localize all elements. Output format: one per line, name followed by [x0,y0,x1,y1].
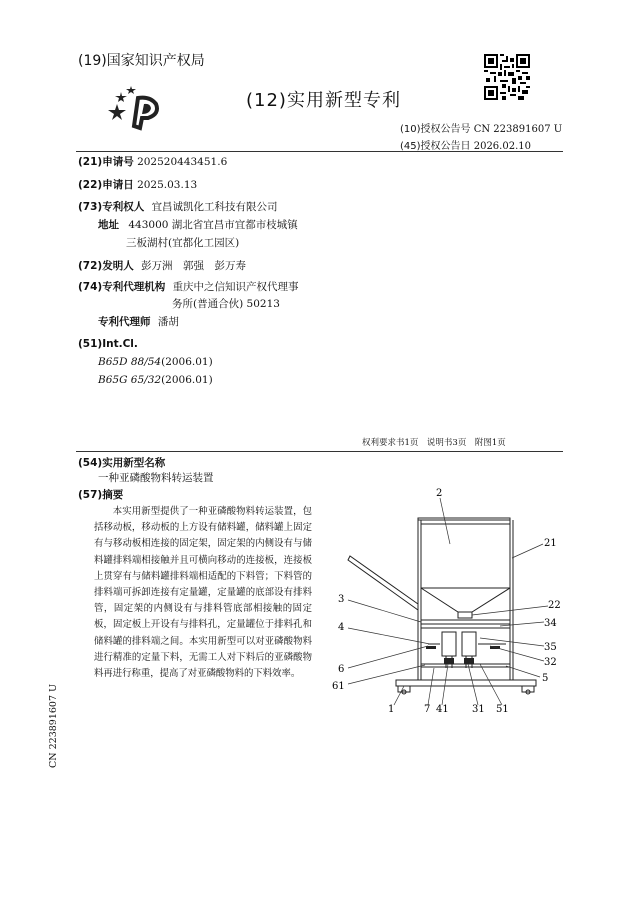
application-number-label: (21)申请号 [78,156,134,168]
document-type-title: (12)实用新型专利 [246,90,401,111]
label-41: 41 [436,704,449,715]
int-cl-row-1 [98,354,213,370]
agent: 潘胡 [157,316,179,328]
application-number-field [78,154,227,170]
title-label-row [78,455,165,471]
title-label: (54)实用新型名称 [78,457,166,469]
abstract-text: 本实用新型提供了一种亚磷酸物料转运装置，包括移动板，移动板的上方设有储料罐，储料罐上固定有与移动板相连接的固定架，固定架的内侧设有与储料罐排料端相接触并且可横向移动的连接板，连接板上贯穿有与储料罐排料端相适配的下料管；下料管的排料端可拆卸连接有定量罐，定量罐的底部设有排料管，固定架的内侧设有与排料管底部相接触的固定板，固定板上开设有与排料孔，定量罐位于排料孔和储料罐的排料端之间。本实用新型可以对亚磷酸物料进行精准的定量下料，无需工人对下料后的亚磷酸物料再进行称重，提高了对亚磷酸物料的下料效率。 [94,506,312,680]
abstract-divider [76,451,563,452]
agent-label: 专利代理师 [98,316,151,328]
patentee: 宜昌诚凯化工科技有限公司 [151,201,278,213]
int-cl-field [78,336,138,352]
publication-number-row [400,120,562,135]
label-51: 51 [496,704,509,715]
label-7: 7 [424,704,431,715]
label-5: 5 [542,673,549,684]
label-34: 34 [544,618,557,629]
label-32: 32 [544,657,557,668]
address-label: 地址 [98,219,119,231]
label-1: 1 [388,704,395,715]
abstract-label-row [78,487,123,503]
agency-field [78,279,299,295]
agency-label: (74)专利代理机构 [78,281,166,293]
label-4: 4 [338,622,345,633]
abstract-label: (57)摘要 [78,489,124,501]
qr-code [484,54,530,100]
patentee-field [78,199,278,215]
int-cl-code-2: B65G 65/32 [98,374,162,386]
patent-office-logo [104,86,162,132]
address-line-2-row [126,235,239,251]
issuing-office: (19)国家知识产权局 [78,53,205,69]
title-row [98,470,214,486]
inventors-field [78,258,246,274]
page-count-info: 权利要求书1页 说明书3页 附图1页 [362,438,506,448]
int-cl-version-1: (2006.01) [161,356,213,368]
side-publication-code: CN 223891607 U [48,683,59,768]
label-21: 21 [544,538,557,549]
inventors-label: (72)发明人 [78,260,134,272]
label-3: 3 [338,594,345,605]
label-31: 31 [472,704,485,715]
address-line-2: 三板湖村(宜都化工园区) [126,237,240,249]
application-number: 202520443451.6 [137,156,228,168]
representative-drawing [330,484,570,716]
int-cl-row-2 [98,372,213,388]
application-date-field [78,177,197,193]
label-61: 61 [332,681,345,692]
publication-number: CN 223891607 U [473,124,563,135]
publication-date-label: (45)授权公告日 [400,141,471,152]
inventors: 彭万洲 郭强 彭万寿 [141,260,247,272]
agent-field [98,314,179,330]
label-2: 2 [436,488,443,499]
publication-date-row [400,137,531,152]
int-cl-label: (51)Int.Cl. [78,338,138,350]
header-divider [76,151,563,152]
application-date-label: (22)申请日 [78,179,134,191]
label-6: 6 [338,664,345,675]
int-cl-version-2: (2006.01) [161,374,213,386]
label-35: 35 [544,642,557,653]
agency-line-2: 务所(普通合伙) 50213 [172,298,280,310]
agency-line-1: 重庆中之信知识产权代理事 [172,281,299,293]
publication-date: 2026.02.10 [473,141,531,152]
int-cl-code-1: B65D 88/54 [98,356,162,368]
application-date: 2025.03.13 [137,179,198,191]
publication-number-label: (10)授权公告号 [400,124,471,135]
patentee-label: (73)专利权人 [78,201,145,213]
address-field [98,217,298,233]
label-22: 22 [548,600,561,611]
utility-model-title: 一种亚磷酸物料转运装置 [98,472,214,484]
address-line-1: 443000 湖北省宜昌市宜都市枝城镇 [128,219,298,231]
agency-line-2-row [172,296,280,312]
